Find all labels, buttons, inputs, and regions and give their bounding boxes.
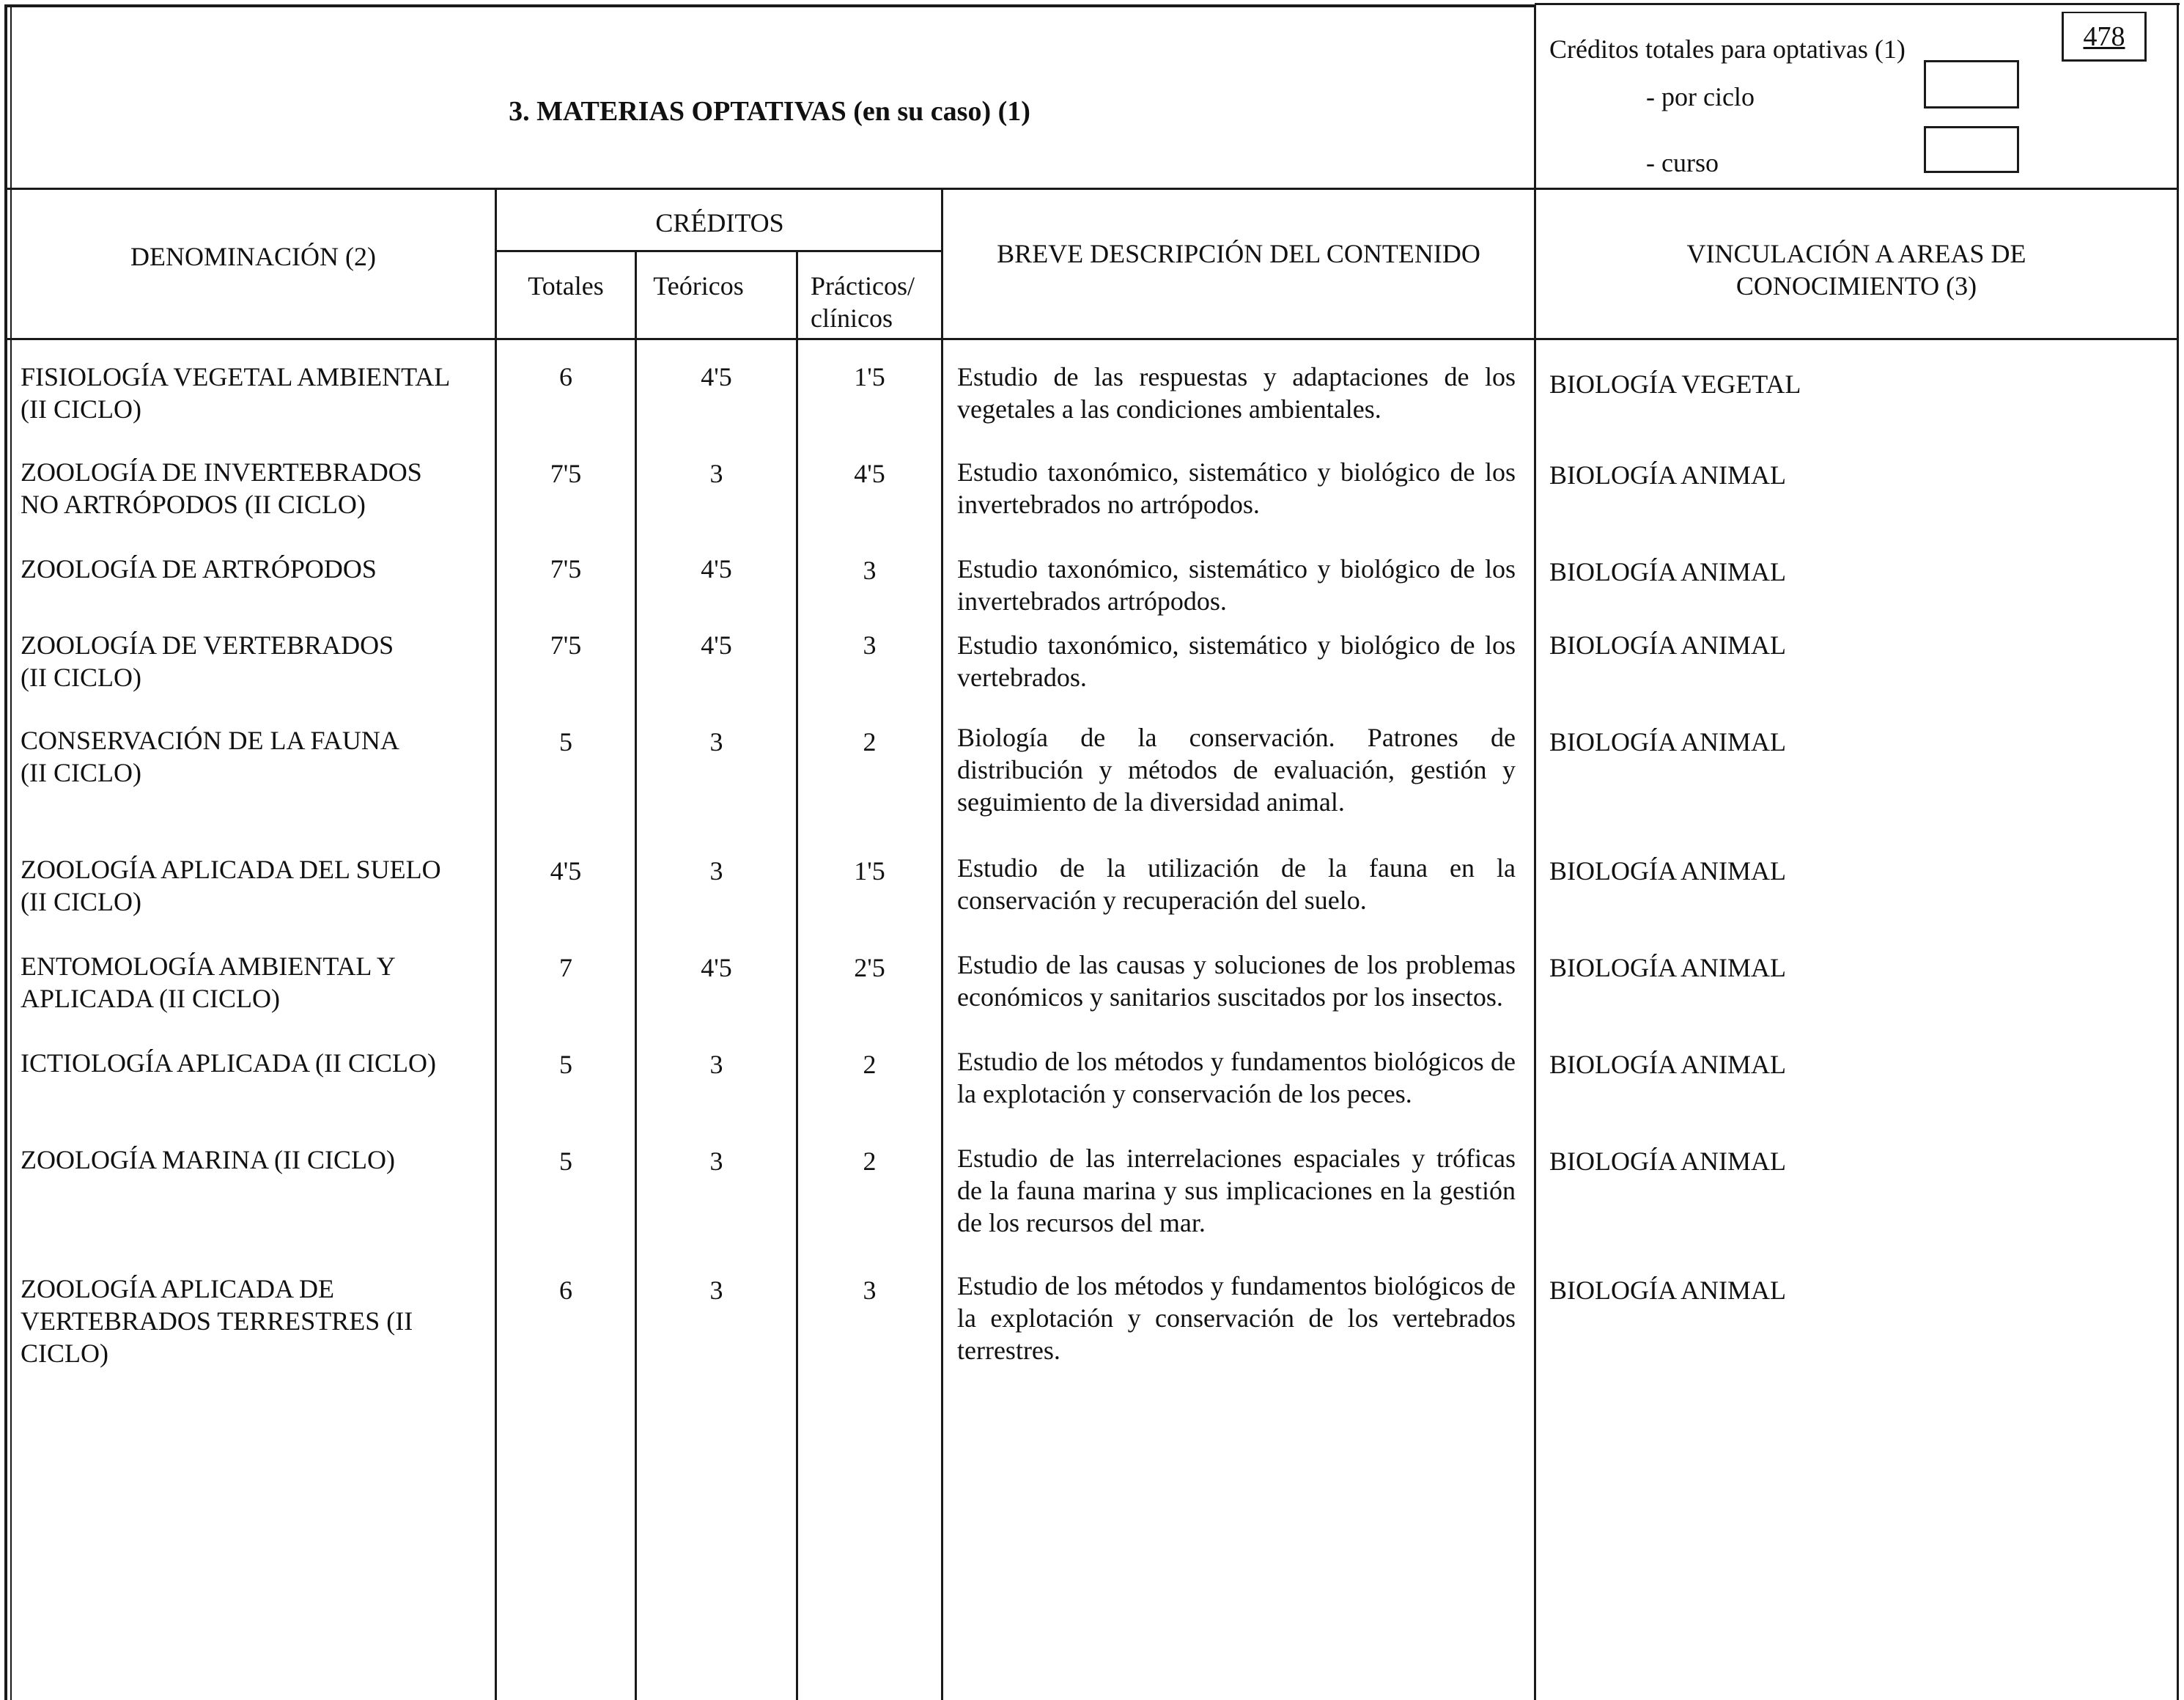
row-teoricos: 4'5 (701, 630, 732, 660)
frame-top-line (6, 4, 1535, 7)
row-practicos: 2 (863, 1147, 877, 1176)
teoricos-header: Teóricos (653, 271, 744, 301)
row-totales: 7'5 (550, 554, 582, 584)
row-description: Estudio de los métodos y fundamentos biológicos de la explotación y conservación de los peces. (957, 1047, 1516, 1108)
row-teoricos: 4'5 (701, 554, 732, 584)
curso-box (1924, 126, 2019, 173)
row-area: BIOLOGÍA ANIMAL (1549, 557, 1786, 586)
row-practicos: 4'5 (854, 459, 885, 488)
row-area: BIOLOGÍA ANIMAL (1549, 1050, 1786, 1079)
row-totales: 7 (559, 953, 572, 982)
creditos-header: CRÉDITOS (655, 208, 784, 238)
row-teoricos: 3 (709, 459, 723, 488)
row-description: Estudio de las respuestas y adaptaciones de los vegetales a las condiciones ambientales. (957, 362, 1516, 424)
descripcion-col-left-line (941, 189, 943, 1700)
row-description: Estudio de la utilización de la fauna en la conservación y recuperación del suelo. (957, 853, 1516, 915)
row-practicos: 3 (863, 556, 877, 585)
row-description: Estudio de las causas y soluciones de los problemas económicos y sanitarios suscitados por los insectos. (957, 950, 1516, 1012)
row-totales: 4'5 (550, 856, 582, 886)
row-name: ZOOLOGÍA MARINA (II CICLO) (21, 1145, 395, 1174)
row-teoricos: 4'5 (701, 953, 732, 982)
row-practicos: 3 (863, 630, 877, 660)
vinculacion-header: VINCULACIÓN A AREAS DE CONOCIMIENTO (3) (1686, 239, 2026, 301)
row-description: Estudio taxonómico, sistemático y biológico de los invertebrados no artrópodos. (957, 457, 1516, 519)
row-totales: 6 (559, 362, 572, 391)
row-practicos: 1'5 (854, 856, 885, 886)
row-area: BIOLOGÍA ANIMAL (1549, 953, 1786, 982)
row-area: BIOLOGÍA ANIMAL (1549, 727, 1786, 757)
row-practicos: 2 (863, 727, 877, 757)
row-practicos: 2'5 (854, 953, 885, 982)
row-area: BIOLOGÍA ANIMAL (1549, 630, 1786, 660)
row-totales: 6 (559, 1276, 572, 1305)
row-name: ZOOLOGÍA APLICADA DEL SUELO (II CICLO) (21, 855, 441, 916)
row-totales: 7'5 (550, 459, 582, 488)
credits-total-box (2062, 12, 2147, 62)
row-description: Estudio taxonómico, sistemático y biológico de los vertebrados. (957, 630, 1516, 692)
row-practicos: 1'5 (854, 362, 885, 391)
row-totales: 5 (559, 1050, 572, 1079)
row-teoricos: 3 (709, 1276, 723, 1305)
credits-total-label: Créditos totales para optativas (1) (1549, 34, 1906, 64)
row-name: CONSERVACIÓN DE LA FAUNA (II CICLO) (21, 726, 399, 787)
creditos-subheader-line (495, 250, 943, 252)
row-name: ZOOLOGÍA DE VERTEBRADOS (II CICLO) (21, 630, 394, 692)
column-header-bottom-line (6, 338, 2179, 340)
page-title: 3. MATERIAS OPTATIVAS (en su caso) (1) (509, 96, 1030, 127)
row-name: FISIOLOGÍA VEGETAL AMBIENTAL (II CICLO) (21, 362, 451, 424)
row-totales: 7'5 (550, 630, 582, 660)
frame-top-line-right (1535, 3, 2180, 5)
por-ciclo-label: - por ciclo (1646, 82, 1755, 111)
row-area: BIOLOGÍA VEGETAL (1549, 369, 1801, 399)
frame-left-line (4, 4, 7, 1700)
row-name: ZOOLOGÍA DE INVERTEBRADOS NO ARTRÓPODOS (II CICLO) (21, 457, 422, 519)
row-description: Estudio de las interrelaciones espaciales y tróficas de la fauna marina y sus implicaciones en la gestión de los recursos del mar. (957, 1144, 1516, 1237)
row-practicos: 2 (863, 1050, 877, 1079)
header-bottom-line (6, 188, 2179, 190)
totales-header: Totales (528, 271, 604, 301)
row-totales: 5 (559, 1147, 572, 1176)
row-name: ZOOLOGÍA APLICADA DE VERTEBRADOS TERRESTRES (II CICLO) (21, 1274, 413, 1368)
row-area: BIOLOGÍA ANIMAL (1549, 1276, 1786, 1305)
row-totales: 5 (559, 727, 572, 757)
denominacion-header: DENOMINACIÓN (2) (130, 242, 376, 271)
row-teoricos: 3 (709, 1147, 723, 1176)
row-teoricos: 3 (709, 856, 723, 886)
row-teoricos: 3 (709, 1050, 723, 1079)
row-area: BIOLOGÍA ANIMAL (1549, 856, 1786, 886)
row-teoricos: 4'5 (701, 362, 732, 391)
curso-label: - curso (1646, 148, 1719, 177)
row-teoricos: 3 (709, 727, 723, 757)
row-name: ENTOMOLOGÍA AMBIENTAL Y APLICADA (II CICLO) (21, 952, 396, 1013)
row-description: Estudio de los métodos y fundamentos biológicos de la explotación y conservación de los vertebrados terrestres. (957, 1271, 1516, 1365)
por-ciclo-box (1924, 60, 2019, 108)
row-description: Estudio taxonómico, sistemático y biológico de los invertebrados artrópodos. (957, 554, 1516, 616)
row-area: BIOLOGÍA ANIMAL (1549, 1147, 1786, 1176)
frame-right-line (2177, 3, 2179, 1700)
row-area: BIOLOGÍA ANIMAL (1549, 460, 1786, 490)
practicos-header: Prácticos/ clínicos (811, 271, 915, 333)
row-practicos: 3 (863, 1276, 877, 1305)
row-description: Biología de la conservación. Patrones de distribución y métodos de evaluación, gestión y seguimiento de la diversidad animal. (957, 723, 1516, 817)
credits-total-value: 478 (2083, 21, 2125, 52)
row-name: ZOOLOGÍA DE ARTRÓPODOS (21, 554, 377, 584)
row-name: ICTIOLOGÍA APLICADA (II CICLO) (21, 1048, 436, 1078)
descripcion-header: BREVE DESCRIPCIÓN DEL CONTENIDO (997, 239, 1480, 268)
creditos-col-left-line (495, 189, 497, 1700)
